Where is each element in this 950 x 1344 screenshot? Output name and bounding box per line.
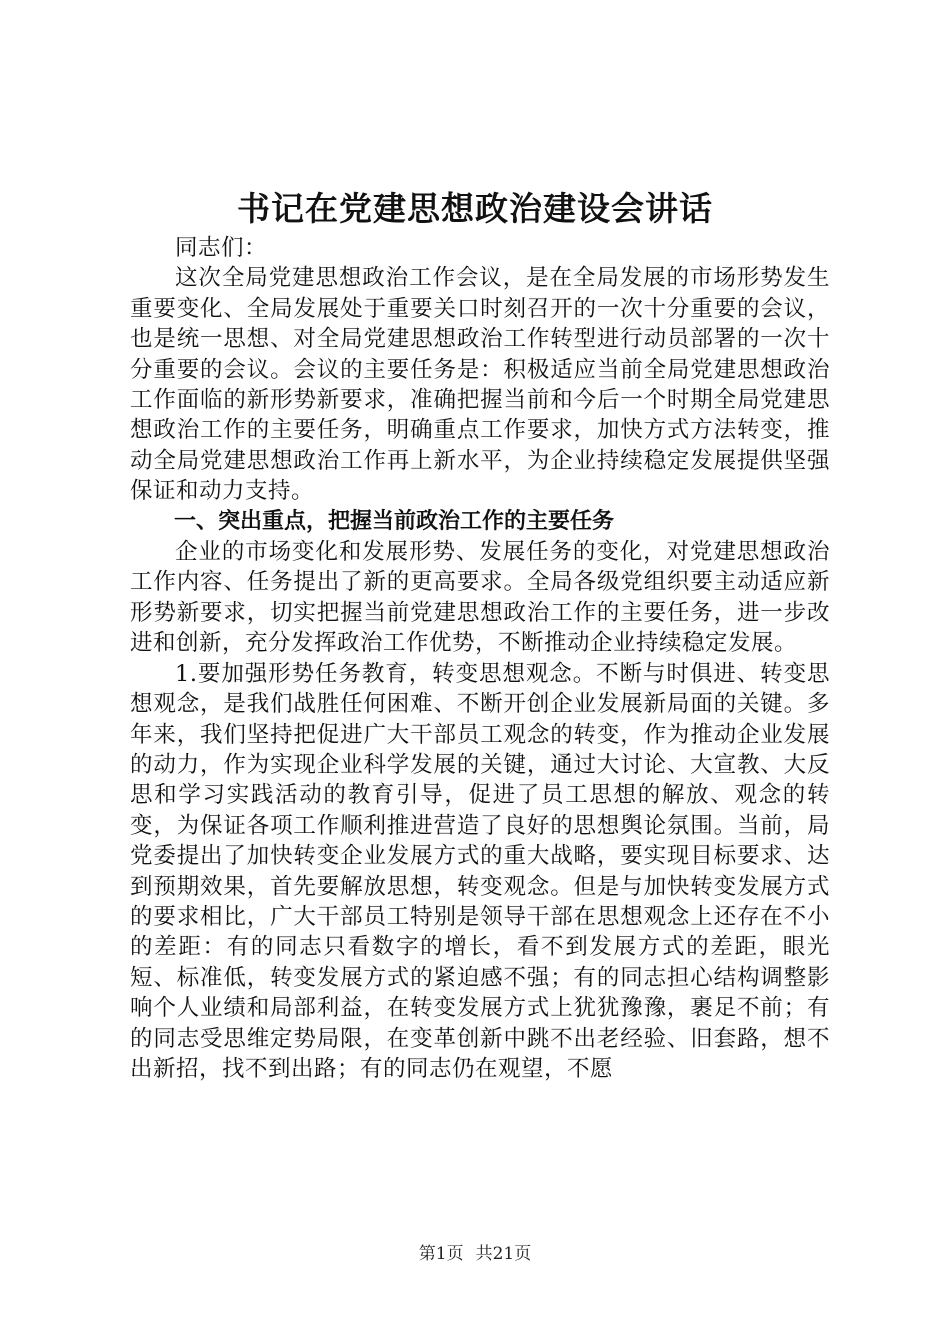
greeting: 同志们： bbox=[175, 235, 268, 261]
section-heading: 一、突出重点，把握当前政治工作的主要任务 bbox=[174, 508, 615, 534]
document-body bbox=[130, 233, 830, 1084]
page-total: 共21页 bbox=[475, 1244, 532, 1264]
paragraph-section1: 企业的市场变化和发展形势、发展任务的变化，对党建思想政治工作内容、任务提出了新的更高要求。全局各级党组织要主动适应新形势新要求，切实把握当前党建思想政治工作的主要任务，进一步改进和创新，充分发挥政治工作优势，不断推动企业持续稳定发展。 bbox=[130, 539, 830, 657]
document-title: 书记在党建思想政治建设会讲话 bbox=[237, 189, 713, 228]
page-number: 第1页 bbox=[418, 1244, 464, 1264]
paragraph-item1: 1.要加强形势任务教育，转变思想观念。不断与时俱进、转变思想观念，是我们战胜任何困难、不断开创企业发展新局面的关键。多年来，我们坚持把促进广大干部员工观念的转变，作为推动企业发展的动力，作为实现企业科学发展的关键，通过大讨论、大宣教、大反思和学习实践活动的教育引导，促进了员工思想的解放、观念的转变，为保证各项工作顺利推进营造了良好的思想舆论氛围。当前，局党委提出了加快转变企业发展方式的重大战略，要实现目标要求、达到预期效果，首先要解放思想，转变观念。但是与加快转变发展方式的要求相比，广大干部员工特别是领导干部在思想观念上还存在不小的差距：有的同志只看数字的增长，看不到发展方式的差距，眼光短、标准低，转变发展方式的紧迫感不强；有的同志担心结构调整影响个人业绩和局部利益，在转变发展方式上犹犹豫豫，裹足不前；有的同志受思维定势局限，在变革创新中跳不出老经验、旧套路，想不出新招，找不到出路；有的同志仍在观望，不愿 bbox=[130, 660, 830, 1082]
paragraph-intro: 这次全局党建思想政治工作会议，是在全局发展的市场形势发生重要变化、全局发展处于重要关口时刻召开的一次十分重要的会议，也是统一思想、对全局党建思想政治工作转型进行动员部署的一次十分重要的会议。会议的主要任务是：积极适应当前全局党建思想政治工作面临的新形势新要求，准确把握当前和今后一个时期全局党建思想政治工作的主要任务，明确重点工作要求，加快方式方法转变，推动全局党建思想政治工作再上新水平，为企业持续稳定发展提供坚强保证和动力支持。 bbox=[130, 265, 830, 505]
page-footer bbox=[0, 1242, 950, 1266]
